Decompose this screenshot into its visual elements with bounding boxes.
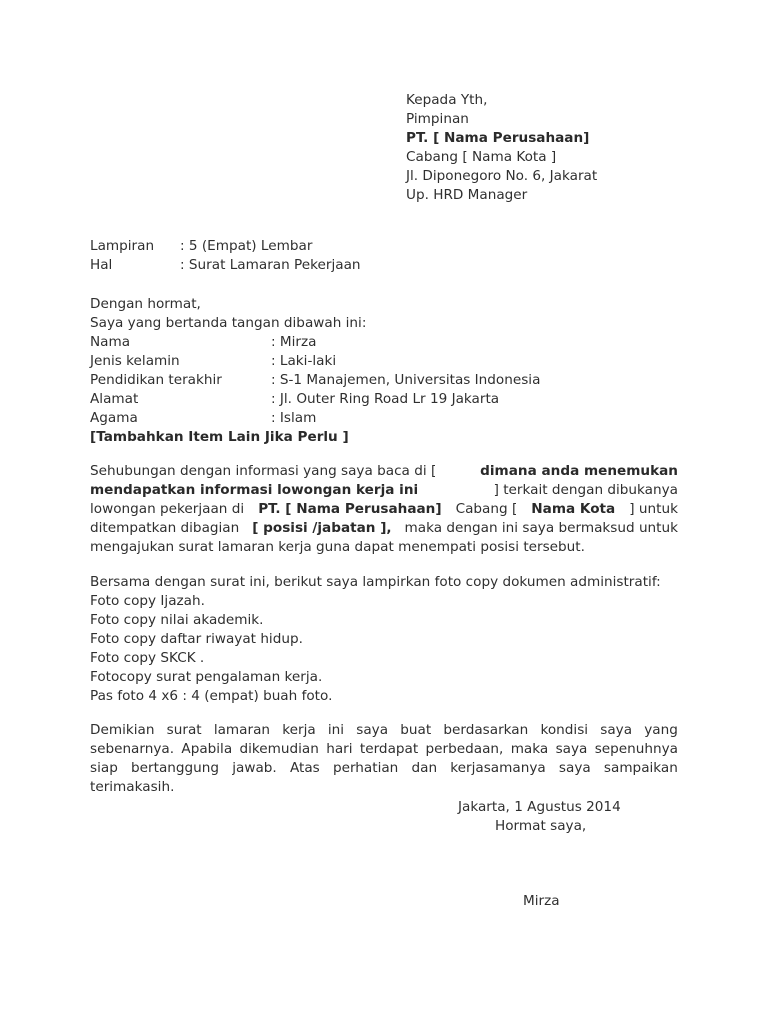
extra-item-note: [Tambahkan Item Lain Jika Perlu ]: [90, 429, 349, 445]
hal-row: [90, 256, 361, 275]
applicant-value: : Islam: [271, 410, 317, 426]
applicant-label: Alamat: [90, 391, 139, 407]
attachment-block: [90, 237, 361, 275]
paragraph-line: mengajukan surat lamaran kerja guna dapat menempati posisi tersebut.: [90, 539, 585, 555]
applicant-label: Agama: [90, 410, 138, 426]
applicant-row: [90, 352, 540, 371]
lampiran-row: [90, 237, 361, 256]
paragraph-line: terimakasih.: [90, 779, 175, 795]
paragraph-line: Sehubungan dengan informasi yang saya baca di [ dimana anda menemukan: [90, 463, 678, 479]
applicant-row: [90, 390, 540, 409]
applicant-label: Pendidikan terakhir: [90, 372, 222, 388]
list-item: Foto copy SKCK .: [90, 650, 205, 666]
list-item: Foto copy nilai akademik.: [90, 612, 264, 628]
hal-label: Hal: [90, 257, 113, 273]
attachments-intro: Bersama dengan surat ini, berikut saya lampirkan foto copy dokumen administratif:: [90, 574, 661, 590]
paragraph-line: lowongan pekerjaan di PT. [ Nama Perusahaan] Cabang [ Nama Kota ] untuk: [90, 501, 678, 517]
list-item: Fotocopy surat pengalaman kerja.: [90, 669, 323, 685]
place-date: Jakarta, 1 Agustus 2014: [458, 799, 621, 815]
paragraph-line: Demikian surat lamaran kerja ini saya buat berdasarkan kondisi saya yang: [90, 722, 678, 738]
recipient-address: Jl. Diponegoro No. 6, Jakarat: [406, 168, 598, 184]
attachments-list: [90, 573, 661, 706]
paragraph-line: sebenarnya. Apabila dikemudian hari terdapat perbedaan, maka saya sepenuhnya: [90, 741, 678, 757]
lampiran-label: Lampiran: [90, 238, 155, 254]
applicant-label: Nama: [90, 334, 131, 350]
applicant-value: : Jl. Outer Ring Road Lr 19 Jakarta: [271, 391, 500, 407]
applicant-label: Jenis kelamin: [90, 353, 180, 369]
recipient-greeting: Kepada Yth,: [406, 92, 488, 108]
lampiran-value: : 5 (Empat) Lembar: [180, 238, 313, 254]
recipient-attn: Up. HRD Manager: [406, 187, 528, 203]
paragraph-line: siap bertanggung jawab. Atas perhatian dan kerjasamanya saya sampaikan: [90, 760, 678, 776]
list-item: Pas foto 4 x6 : 4 (empat) buah foto.: [90, 688, 333, 704]
hal-value: : Surat Lamaran Pekerjaan: [180, 257, 361, 273]
list-item: Foto copy daftar riwayat hidup.: [90, 631, 303, 647]
applicant-value: : S-1 Manajemen, Universitas Indonesia: [271, 372, 541, 388]
recipient-branch: Cabang [ Nama Kota ]: [406, 149, 557, 165]
intro-line: Saya yang bertanda tangan dibawah ini:: [90, 315, 367, 331]
recipient-company: PT. [ Nama Perusahaan]: [406, 130, 590, 146]
signer-name: Mirza: [523, 893, 560, 909]
applicant-row: [90, 333, 540, 352]
applicant-value: : Mirza: [271, 334, 317, 350]
paragraph-line: mendapatkan informasi lowongan kerja ini ] terkait dengan dibukanya: [90, 482, 678, 498]
list-item: Foto copy Ijazah.: [90, 593, 205, 609]
paragraph-closing: [90, 721, 678, 797]
recipient-block: [406, 91, 597, 205]
opening-block: [90, 295, 540, 447]
closing-regards: Hormat saya,: [495, 818, 587, 834]
applicant-value: : Laki-laki: [271, 353, 337, 369]
paragraph-intro: [90, 462, 678, 557]
salutation: Dengan hormat,: [90, 296, 201, 312]
applicant-row: [90, 409, 540, 428]
paragraph-line: ditempatkan dibagian [ posisi /jabatan ], maka dengan ini saya bermaksud untuk: [90, 520, 678, 536]
applicant-row: [90, 371, 540, 390]
recipient-to: Pimpinan: [406, 111, 469, 127]
